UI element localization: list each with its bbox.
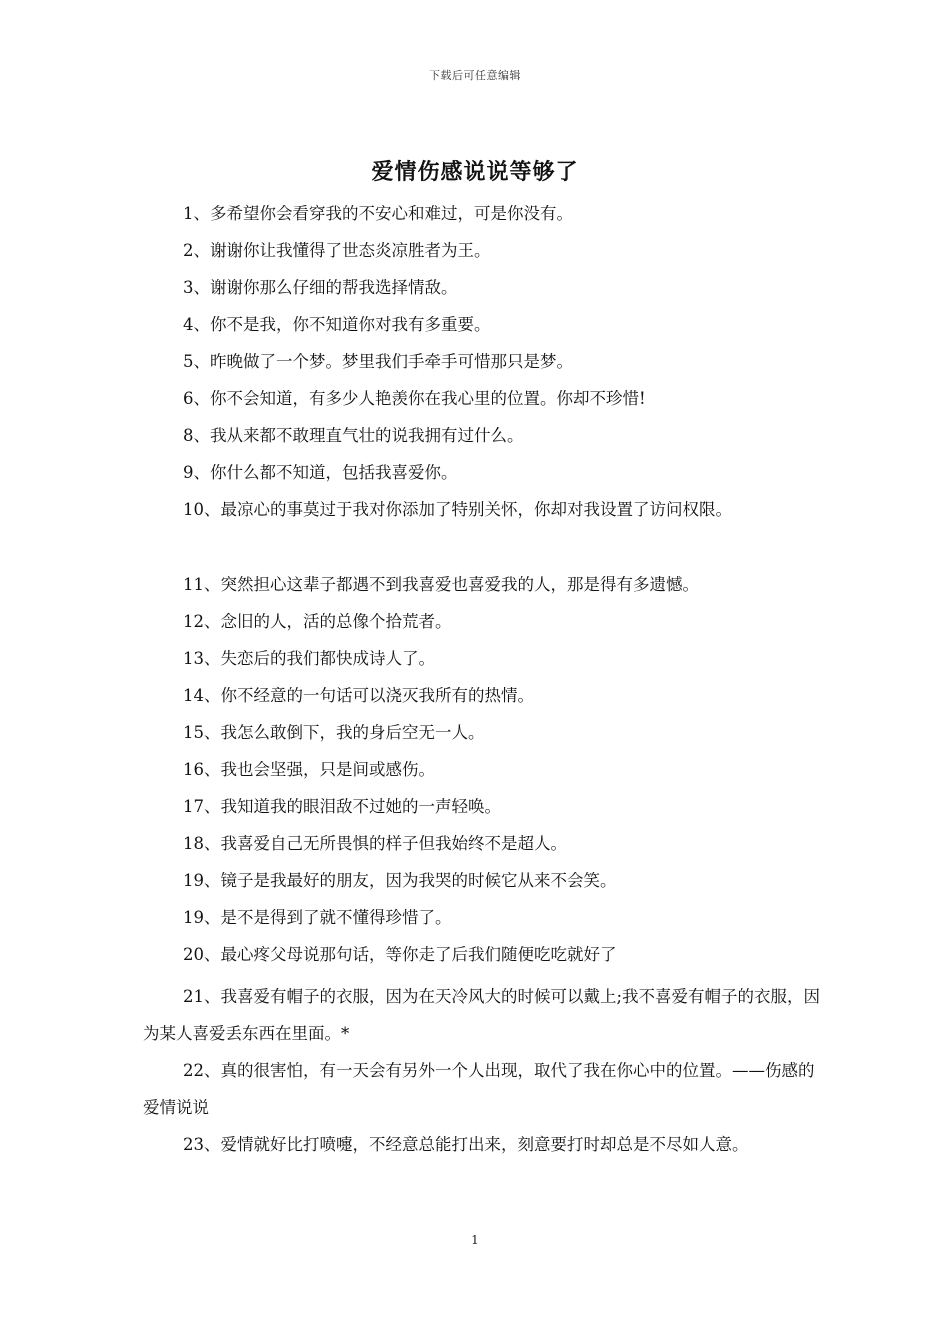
- list-item: 19、镜子是我最好的朋友，因为我哭的时候它从来不会笑。: [183, 871, 617, 890]
- page-number: 1: [471, 1233, 479, 1247]
- list-item: 17、我知道我的眼泪敌不过她的一声轻唤。: [183, 797, 501, 816]
- list-item: 19、是不是得到了就不懂得珍惜了。: [183, 908, 452, 927]
- list-item: 5、昨晚做了一个梦。梦里我们手牵手可惜那只是梦。: [183, 352, 573, 371]
- list-item: 3、谢谢你那么仔细的帮我选择情敌。: [183, 278, 458, 297]
- list-item: 11、突然担心这辈子都遇不到我喜爱也喜爱我的人，那是得有多遗憾。: [183, 575, 699, 594]
- list-item: 16、我也会坚强，只是间或感伤。: [183, 760, 435, 779]
- list-item: 6、你不会知道，有多少人艳羡你在我心里的位置。你却不珍惜!: [183, 389, 646, 408]
- list-item: 18、我喜爱自己无所畏惧的样子但我始终不是超人。: [183, 834, 567, 853]
- list-item: 8、我从来都不敢理直气壮的说我拥有过什么。: [183, 426, 524, 445]
- list-item: 23、爱情就好比打喷嚏，不经意总能打出来，刻意要打时却总是不尽如人意。: [183, 1135, 749, 1154]
- list-item: 1、多希望你会看穿我的不安心和难过，可是你没有。: [183, 204, 573, 223]
- list-item: 22、真的很害怕，有一天会有另外一个人出现，取代了我在你心中的位置。——伤感的爱情说说: [143, 1061, 815, 1117]
- header-note: 下载后可任意编辑: [429, 69, 521, 82]
- document-title: 爱情伤感说说等够了: [371, 160, 579, 185]
- list-item: 15、我怎么敢倒下，我的身后空无一人。: [183, 723, 485, 742]
- list-item: 14、你不经意的一句话可以浇灭我所有的热情。: [183, 686, 534, 705]
- list-item: 9、你什么都不知道，包括我喜爱你。: [183, 463, 458, 482]
- list-item: 10、最凉心的事莫过于我对你添加了特别关怀，你却对我设置了访问权限。: [183, 500, 732, 519]
- list-item: 20、最心疼父母说那句话，等你走了后我们随便吃吃就好了: [183, 945, 617, 964]
- list-item: 2、谢谢你让我懂得了世态炎凉胜者为王。: [183, 241, 491, 260]
- list-item: 12、念旧的人，活的总像个拾荒者。: [183, 612, 452, 631]
- list-item: 13、失恋后的我们都快成诗人了。: [183, 649, 435, 668]
- list-item: 4、你不是我，你不知道你对我有多重要。: [183, 315, 491, 334]
- list-item: 21、我喜爱有帽子的衣服，因为在天冷风大的时候可以戴上;我不喜爱有帽子的衣服，因为某人喜爱丢东西在里面。*: [143, 987, 821, 1043]
